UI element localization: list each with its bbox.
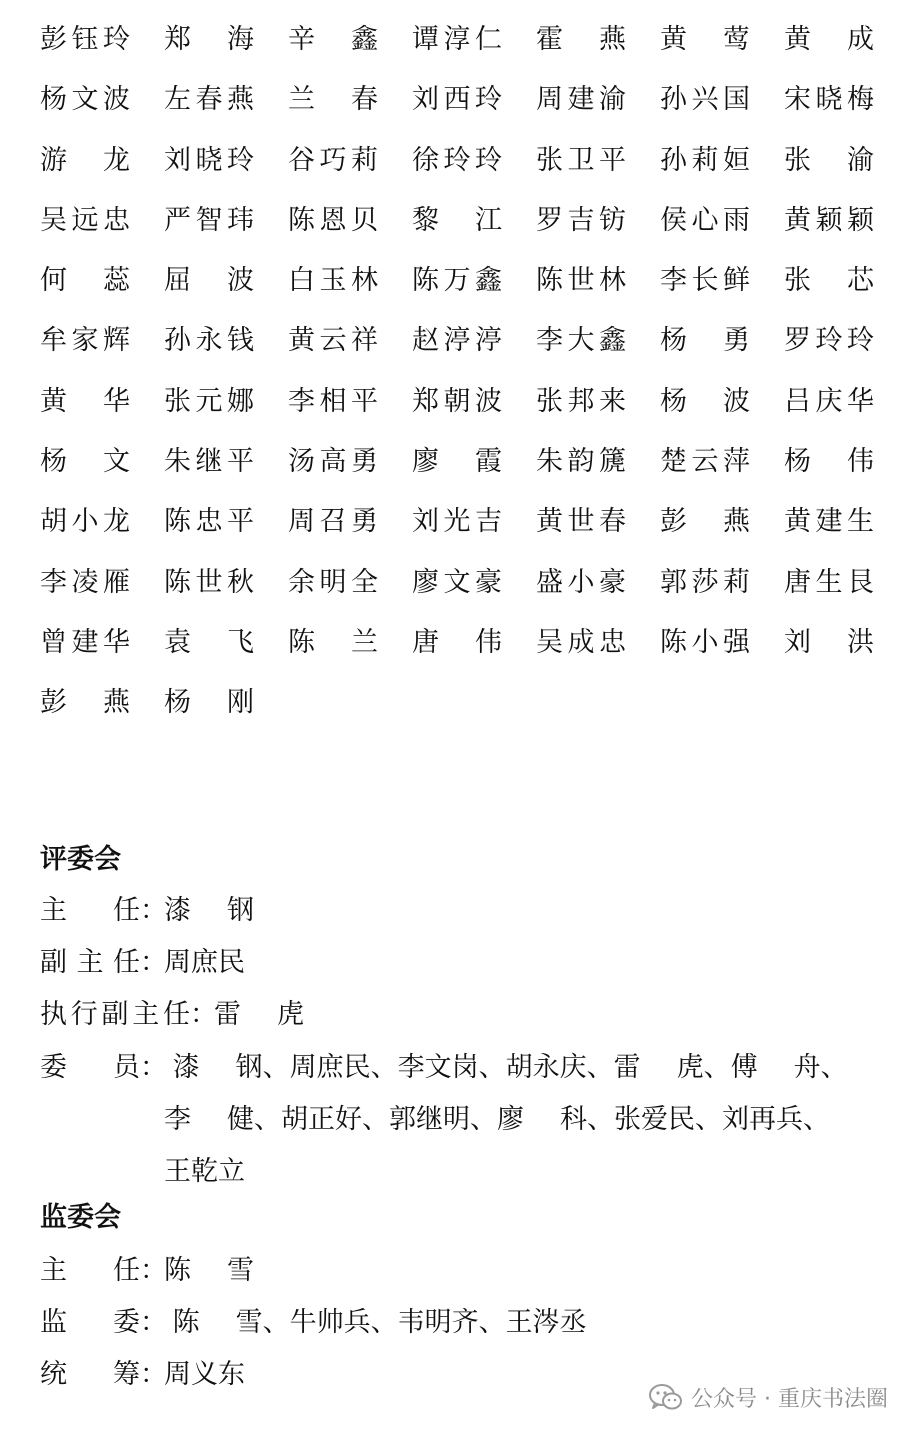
participant-name xyxy=(784,492,908,552)
participant-name xyxy=(784,432,908,492)
jury-exec-deputy-name: 雷虎 xyxy=(214,999,304,1030)
colon: ： xyxy=(140,947,167,978)
participant-name-text: 游龙 xyxy=(40,144,130,176)
member-name: 雷虎 xyxy=(613,1052,704,1083)
participant-name xyxy=(40,372,164,432)
participant-name-text: 杨刚 xyxy=(164,687,254,719)
participant-name xyxy=(536,432,660,492)
participant-name xyxy=(40,613,164,673)
jury-deputy-label: 副主任 xyxy=(40,947,140,978)
member-name: 胡正好 xyxy=(281,1104,362,1135)
participant-name-text: 李相平 xyxy=(288,385,378,417)
jury-members-row xyxy=(40,1146,910,1198)
jury-exec-deputy-line xyxy=(40,989,304,1041)
participant-name-text: 陈兰 xyxy=(288,626,378,658)
member-name: 刘再兵 xyxy=(722,1104,803,1135)
participant-name-text: 张卫平 xyxy=(536,144,626,176)
participant-name xyxy=(412,372,536,432)
participant-name-text: 彭钰玲 xyxy=(40,24,130,55)
participant-name xyxy=(288,432,412,492)
participant-name-text: 杨伟 xyxy=(784,446,874,478)
participant-name xyxy=(660,553,784,613)
participant-name-text: 黄华 xyxy=(40,385,130,417)
participant-name-text: 宋晓梅 xyxy=(784,84,874,116)
participant-name-text: 杨文 xyxy=(40,446,130,478)
participant-name-text: 余明全 xyxy=(288,566,378,598)
participant-name xyxy=(660,492,784,552)
participant-name xyxy=(288,70,412,130)
participant-name xyxy=(40,673,164,733)
participant-name-text: 郑朝波 xyxy=(412,385,502,417)
name-separator: 、 xyxy=(362,1104,389,1135)
participant-name-text: 郑海 xyxy=(164,24,254,55)
name-separator: 、 xyxy=(470,1104,497,1135)
participant-name xyxy=(288,613,412,673)
participant-name-text: 罗吉钫 xyxy=(536,204,626,236)
participant-name xyxy=(288,191,412,251)
member-name: 王乾立 xyxy=(164,1156,245,1187)
participant-name-text: 黄莺 xyxy=(660,24,750,55)
participant-name-text: 罗玲玲 xyxy=(784,325,874,357)
participant-name xyxy=(40,492,164,552)
participant-name xyxy=(536,311,660,371)
participant-name-text: 张渝 xyxy=(784,144,874,176)
member-name: 李健 xyxy=(164,1104,254,1135)
participant-name xyxy=(288,553,412,613)
jury-director-name: 漆钢 xyxy=(164,895,254,926)
participant-name-text: 盛小豪 xyxy=(536,566,626,598)
participant-name xyxy=(288,492,412,552)
participant-name-text: 陈世秋 xyxy=(164,566,254,598)
participant-name xyxy=(288,372,412,432)
member-name: 李文岗 xyxy=(397,1052,479,1083)
jury-director-label: 主任 xyxy=(40,895,140,926)
participant-name-text: 黄颖颖 xyxy=(784,204,874,236)
name-separator: 、 xyxy=(262,1307,290,1338)
name-separator: 、 xyxy=(703,1052,731,1083)
participant-name xyxy=(164,311,288,371)
participant-name xyxy=(40,553,164,613)
participant-name xyxy=(164,613,288,673)
member-name: 胡永庆 xyxy=(505,1052,587,1083)
participant-name-grid xyxy=(40,10,900,734)
name-separator: 、 xyxy=(370,1307,398,1338)
name-separator: 、 xyxy=(478,1307,506,1338)
name-separator: 、 xyxy=(370,1052,398,1083)
participant-name xyxy=(784,251,908,311)
participant-name xyxy=(784,311,908,371)
participant-name xyxy=(660,251,784,311)
jury-heading: 评委会 xyxy=(40,844,121,875)
jury-members-row xyxy=(40,1042,910,1094)
participant-name-text: 唐生艮 xyxy=(784,566,874,598)
wechat-watermark xyxy=(649,1382,888,1413)
participant-name-text: 刘光吉 xyxy=(412,506,502,538)
participant-name-text: 谷巧莉 xyxy=(288,144,378,176)
colon: ： xyxy=(140,1359,167,1390)
name-separator: 、 xyxy=(478,1052,506,1083)
participant-name-text: 李大鑫 xyxy=(536,325,626,357)
member-name: 郭继明 xyxy=(389,1104,470,1135)
participant-name-text: 黄世春 xyxy=(536,506,626,538)
participant-name xyxy=(536,10,660,70)
participant-name-text: 徐玲玲 xyxy=(412,144,502,176)
participant-name-text: 李长鲜 xyxy=(660,265,750,297)
supervision-heading: 监委会 xyxy=(40,1202,121,1233)
participant-name xyxy=(164,251,288,311)
participant-name xyxy=(40,311,164,371)
participant-name xyxy=(164,553,288,613)
supervision-members-label: 监委 xyxy=(40,1307,140,1338)
name-separator: 、 xyxy=(586,1052,614,1083)
colon: ： xyxy=(190,999,217,1030)
participant-name-text: 吴远忠 xyxy=(40,204,130,236)
participant-name xyxy=(660,372,784,432)
participant-name xyxy=(536,613,660,673)
member-name: 傅舟 xyxy=(730,1052,821,1083)
participant-name-text: 朱继平 xyxy=(164,446,254,478)
participant-name-text: 李凌雁 xyxy=(40,566,130,598)
supervision-coordinator-line xyxy=(40,1349,245,1401)
participant-name-text: 杨勇 xyxy=(660,325,750,357)
participant-name xyxy=(164,673,288,733)
participant-name xyxy=(412,492,536,552)
participant-name xyxy=(40,251,164,311)
participant-name xyxy=(40,432,164,492)
participant-name-text: 陈小强 xyxy=(660,626,750,658)
participant-name xyxy=(660,613,784,673)
jury-deputy-line xyxy=(40,937,245,989)
participant-name xyxy=(412,432,536,492)
participant-name xyxy=(536,492,660,552)
participant-name-text: 楚云萍 xyxy=(660,446,750,478)
participant-name-text: 陈恩贝 xyxy=(288,204,378,236)
participant-name-text: 牟家辉 xyxy=(40,325,130,357)
supervision-director-line xyxy=(40,1245,254,1297)
participant-name-text: 朱韵篪 xyxy=(536,446,626,478)
participant-name xyxy=(164,432,288,492)
participant-name-text: 张元娜 xyxy=(164,385,254,417)
jury-deputy-name: 周庶民 xyxy=(164,947,245,978)
participant-name xyxy=(784,553,908,613)
participant-name xyxy=(164,372,288,432)
participant-name xyxy=(164,191,288,251)
participant-name-text: 张邦来 xyxy=(536,385,626,417)
wechat-icon xyxy=(649,1384,683,1412)
participant-name-text: 刘西玲 xyxy=(412,84,502,116)
jury-director-line xyxy=(40,885,254,937)
participant-name xyxy=(412,311,536,371)
participant-name-text: 陈万鑫 xyxy=(412,265,502,297)
supervision-coordinator-label: 统筹 xyxy=(40,1359,140,1390)
participant-name-text: 兰春 xyxy=(288,84,378,116)
colon: ： xyxy=(140,1052,167,1083)
name-separator: 、 xyxy=(254,1104,281,1135)
member-name: 陈雪 xyxy=(172,1307,263,1338)
supervision-director-name: 陈雪 xyxy=(164,1255,254,1286)
member-name: 牛帅兵 xyxy=(289,1307,371,1338)
participant-name-text: 汤高勇 xyxy=(288,446,378,478)
participant-name-text: 黄建生 xyxy=(784,506,874,538)
participant-name xyxy=(412,10,536,70)
name-separator: 、 xyxy=(820,1052,848,1083)
participant-name xyxy=(164,492,288,552)
participant-name xyxy=(412,553,536,613)
participant-name-text: 彭燕 xyxy=(40,687,130,719)
participant-name xyxy=(660,432,784,492)
participant-name xyxy=(660,311,784,371)
jury-members-label: 委员 xyxy=(40,1052,140,1083)
member-name: 廖科 xyxy=(497,1104,587,1135)
participant-name xyxy=(164,70,288,130)
participant-name xyxy=(536,131,660,191)
participant-name-text: 严智玮 xyxy=(164,204,254,236)
name-separator: 、 xyxy=(695,1104,722,1135)
member-name: 王涔丞 xyxy=(505,1307,587,1338)
member-name: 张爱民 xyxy=(614,1104,695,1135)
participant-name-text: 廖文豪 xyxy=(412,566,502,598)
participant-name xyxy=(40,70,164,130)
participant-name xyxy=(288,251,412,311)
participant-name-text: 吴成忠 xyxy=(536,626,626,658)
participant-name xyxy=(660,10,784,70)
colon: ： xyxy=(140,895,167,926)
participant-name-text: 侯心雨 xyxy=(660,204,750,236)
participant-name xyxy=(164,131,288,191)
participant-name xyxy=(784,372,908,432)
participant-name-text: 霍燕 xyxy=(536,24,626,55)
colon: ： xyxy=(140,1255,167,1286)
participant-name xyxy=(536,553,660,613)
jury-exec-deputy-label: 执行副主任 xyxy=(40,999,190,1030)
member-name: 周庶民 xyxy=(289,1052,371,1083)
participant-name xyxy=(288,131,412,191)
participant-name-text: 黄云祥 xyxy=(288,325,378,357)
watermark-text: 公众号 · 重庆书法圈 xyxy=(691,1387,888,1412)
participant-name xyxy=(784,613,908,673)
participant-name-text: 刘洪 xyxy=(784,626,874,658)
colon: ： xyxy=(140,1307,167,1338)
participant-name-text: 孙兴国 xyxy=(660,84,750,116)
participant-name-text: 赵渟渟 xyxy=(412,325,502,357)
participant-name-text: 左春燕 xyxy=(164,84,254,116)
name-separator: 、 xyxy=(587,1104,614,1135)
participant-name-text: 孙永钱 xyxy=(164,325,254,357)
participant-name-text: 郭莎莉 xyxy=(660,566,750,598)
participant-name-text: 曾建华 xyxy=(40,626,130,658)
participant-name xyxy=(412,613,536,673)
participant-name-text: 白玉林 xyxy=(288,265,378,297)
participant-name xyxy=(288,311,412,371)
participant-name-text: 唐伟 xyxy=(412,626,502,658)
supervision-director-label: 主任 xyxy=(40,1255,140,1286)
participant-name xyxy=(40,191,164,251)
participant-name xyxy=(660,131,784,191)
participant-name xyxy=(412,131,536,191)
participant-name-text: 周建渝 xyxy=(536,84,626,116)
participant-name xyxy=(784,70,908,130)
participant-name xyxy=(660,191,784,251)
participant-name xyxy=(412,191,536,251)
participant-name-text: 陈忠平 xyxy=(164,506,254,538)
participant-name-text: 谭淳仁 xyxy=(412,24,502,55)
participant-name-text: 黎江 xyxy=(412,204,502,236)
jury-members-row xyxy=(40,1094,910,1146)
participant-name xyxy=(412,251,536,311)
participant-name-text: 周召勇 xyxy=(288,506,378,538)
participant-name-text: 袁飞 xyxy=(164,626,254,658)
participant-name-text: 杨文波 xyxy=(40,84,130,116)
supervision-coordinator-name: 周义东 xyxy=(164,1359,245,1390)
participant-name-text: 黄成 xyxy=(784,24,874,55)
participant-name-text: 陈世林 xyxy=(536,265,626,297)
participant-name xyxy=(660,70,784,130)
participant-name xyxy=(164,10,288,70)
name-separator: 、 xyxy=(262,1052,290,1083)
participant-name-text: 刘晓玲 xyxy=(164,144,254,176)
participant-name xyxy=(536,251,660,311)
participant-name xyxy=(784,10,908,70)
participant-name-text: 屈波 xyxy=(164,265,254,297)
participant-name xyxy=(784,191,908,251)
participant-name-text: 辛鑫 xyxy=(288,24,378,55)
member-name: 漆钢 xyxy=(172,1052,263,1083)
participant-name xyxy=(40,10,164,70)
participant-name xyxy=(288,10,412,70)
participant-name xyxy=(536,70,660,130)
participant-name-text: 张芯 xyxy=(784,265,874,297)
participant-name-text: 吕庆华 xyxy=(784,385,874,417)
participant-name xyxy=(412,70,536,130)
member-name: 韦明齐 xyxy=(397,1307,479,1338)
supervision-members-line xyxy=(40,1297,587,1349)
participant-name-text: 孙莉姮 xyxy=(660,144,750,176)
participant-name-text: 彭燕 xyxy=(660,506,750,538)
participant-name-text: 何蕊 xyxy=(40,265,130,297)
jury-members-block xyxy=(40,1042,910,1198)
participant-name xyxy=(536,372,660,432)
participant-name-text: 廖霞 xyxy=(412,446,502,478)
participant-name xyxy=(536,191,660,251)
name-separator: 、 xyxy=(803,1104,830,1135)
participant-name-text: 胡小龙 xyxy=(40,506,130,538)
participant-name-text: 杨波 xyxy=(660,385,750,417)
participant-name xyxy=(40,131,164,191)
participant-name xyxy=(784,131,908,191)
